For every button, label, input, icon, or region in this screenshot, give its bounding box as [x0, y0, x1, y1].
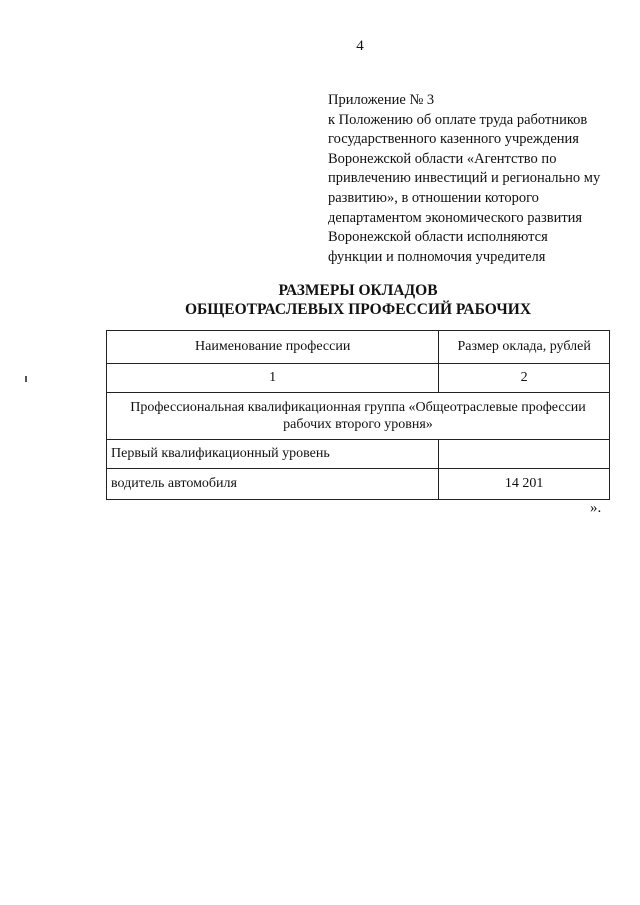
empty-cell — [439, 440, 610, 469]
page-number: 4 — [356, 38, 364, 54]
title-line-1: РАЗМЕРЫ ОКЛАДОВ — [278, 282, 438, 299]
appendix-line: к Положению об оплате труда работников — [328, 111, 588, 128]
table-row — [107, 440, 610, 469]
appendix-line: департаментом экономического развития — [328, 209, 583, 226]
appendix-line: Воронежской области «Агентство по — [328, 150, 557, 167]
document-title — [0, 281, 640, 319]
title-line-2: ОБЩЕОТРАСЛЕВЫХ ПРОФЕССИЙ РАБОЧИХ — [184, 301, 532, 318]
appendix-line: государственного казенного учреждения — [328, 131, 579, 148]
table-header-row — [107, 331, 610, 364]
column-number-1: 1 — [107, 364, 439, 393]
header-profession: Наименование профессии — [107, 331, 439, 364]
closing-quote: ». — [590, 500, 602, 516]
appendix-line: Воронежской области исполняются — [328, 229, 548, 246]
qualification-level: Первый квалификационный уровень — [107, 440, 439, 469]
group-title: Профессиональная квалификационная группа «Общеотраслевые профессии рабочих второго уровня» — [107, 393, 610, 440]
appendix-header — [328, 91, 628, 267]
appendix-line: привлечению инвестиций и регионально му — [328, 170, 601, 187]
column-number-row — [107, 364, 610, 393]
group-title-row — [107, 393, 610, 440]
column-number-2: 2 — [439, 364, 610, 393]
salary-table — [106, 330, 610, 500]
table-row — [107, 469, 610, 500]
profession-name: водитель автомобиля — [107, 469, 439, 500]
appendix-line: Приложение № 3 — [328, 92, 435, 108]
salary-value: 14 201 — [439, 469, 610, 500]
scan-speck — [25, 376, 27, 382]
header-salary: Размер оклада, рублей — [439, 331, 610, 364]
appendix-line: функции и полномочия учредителя — [328, 248, 546, 265]
appendix-line: развитию», в отношении которого — [328, 189, 539, 206]
